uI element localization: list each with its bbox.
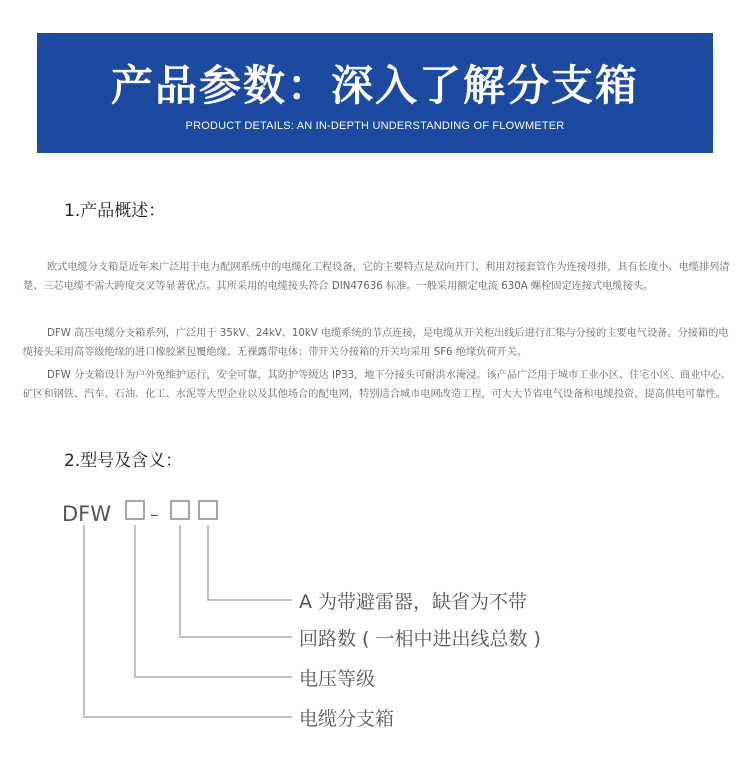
leader-line-arrester <box>208 525 292 600</box>
overview-paragraph-3: DFW 分支箱设计为户外免维护运行，安全可靠，其防护等级达 IP33，地下分接头可耐洪水淹浸。该产品广泛用于城市工业小区、住宅小区、商业中心、矿区和钢铁、汽车、石油、化工、水泥等大型企业以及其他场合的配电网，特别适合城市电网改造工程，可大大节省电气设备和电缆投资，提高供电可靠性。 <box>23 370 731 400</box>
label-arrester: A 为带避雷器，缺省为不带 <box>299 591 528 613</box>
circuit-code-box <box>171 501 189 519</box>
label-voltage: 电压等级 <box>299 668 376 690</box>
label-circuits: 回路数 ( 一相中进出线总数 ) <box>299 628 541 650</box>
banner-subtitle: PRODUCT DETAILS: AN IN-DEPTH UNDERSTANDING OF FLOWMETER <box>185 120 565 132</box>
voltage-code-box <box>126 501 144 519</box>
leader-line-product <box>84 525 292 717</box>
banner-title: 产品参数：深入了解分支箱 <box>110 61 639 110</box>
arrester-code-box <box>199 501 217 519</box>
leader-line-circuit <box>180 525 292 637</box>
label-product: 电缆分支箱 <box>299 708 395 730</box>
overview-paragraph-2: DFW 高压电缆分支箱系列，广泛用于 35kV、24kV、10kV 电缆系统的节点连接，是电缆从开关柜出线后进行汇集与分接的主要电气设备。分接箱的电缆接头采用高等级绝缘的进口橡胶紧包覆绝缘、无裸露带电体；带开关分接箱的开关均采用 SF6 绝缘负荷开关。 <box>23 328 729 358</box>
model-separator: – <box>150 505 159 525</box>
section-overview-heading: 1.产品概述： <box>64 201 166 221</box>
model-prefix: DFW <box>62 502 112 526</box>
section-model-heading: 2.型号及含义： <box>64 451 183 471</box>
leader-line-voltage <box>135 525 292 677</box>
overview-paragraph-1: 欧式电缆分支箱是近年来广泛用于电力配网系统中的电缆化工程设备，它的主要特点是双向开门、利用对接套管作为连接母排，具有长度小、电缆排列清楚、三芯电缆不需大跨度交叉等显著优点。其所采用的电缆接头符合 DIN47636 标准。一般采用额定电流 630A 螺栓固定连接式电缆接头。 <box>23 262 730 292</box>
